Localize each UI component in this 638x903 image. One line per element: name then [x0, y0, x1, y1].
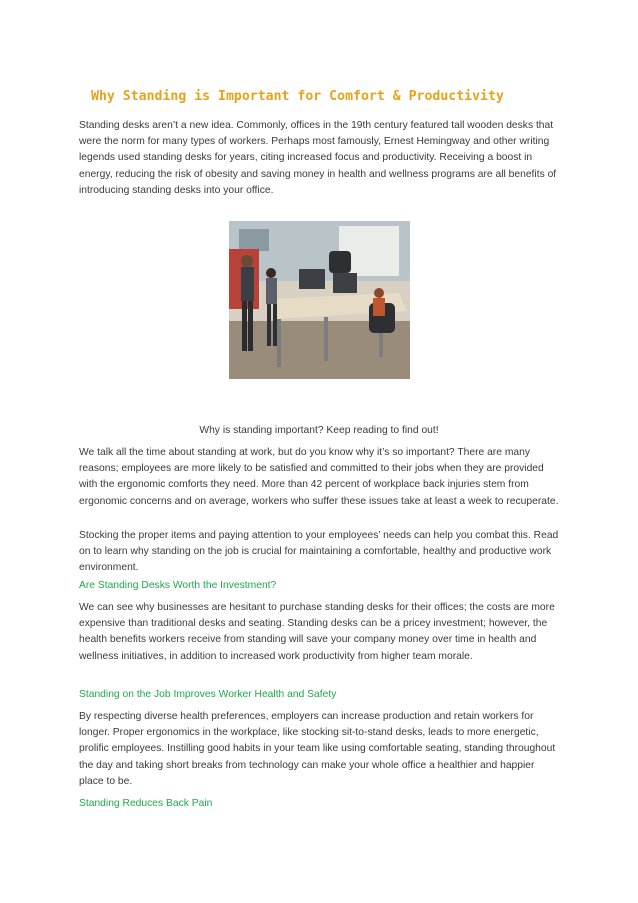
page-title: Why Standing is Important for Comfort & Productivity: [91, 89, 504, 104]
heading-investment: Are Standing Desks Worth the Investment?: [79, 580, 277, 591]
intro-paragraph: Standing desks aren’t a new idea. Commonly, offices in the 19th century featured tall wooden desks that were the norm for many types of workers. Perhaps most famously, Ernest Hemingway and other writing legends used standing desks for years, citing increased focus and productivity. Receiving a boost in energy, reducing the risk of obesity and saving money in health and wellness programs are all benefits of introducing standing desks into your office.: [79, 120, 557, 196]
image-caption: Why is standing important? Keep reading to find out!: [199, 425, 439, 436]
health-paragraph: By respecting diverse health preferences, employers can increase production and retain workers for longer. Proper ergonomics in the workplace, like stocking sit-to-stand desks, leads to more energetic, prolific employees. Instilling good habits in your team like using comfortable seating, standing throughout the day and taking short breaks from technology can make your whole office a healthier and happier place to be.: [79, 711, 556, 787]
investment-paragraph: We can see why businesses are hesitant to purchase standing desks for their offices; the costs are more expensive than traditional desks and seating. Standing desks can be a pricey investment; however, the health benefits workers receive from standing will save your company money over time in health and wellness initiatives, in addition to increased work productivity from higher team morale.: [79, 602, 555, 662]
office-standing-desk-photo: [229, 221, 410, 379]
heading-health: Standing on the Job Improves Worker Health and Safety: [79, 689, 337, 700]
office-photo-illustration: [229, 221, 410, 379]
stocking-paragraph: Stocking the proper items and paying attention to your employees’ needs can help you combat this. Read on to learn why standing on the job is crucial for maintaining a comfortable, healthy and productive work environment.: [79, 530, 559, 574]
reasons-paragraph: We talk all the time about standing at work, but do you know why it’s so important? There are many reasons; employees are more likely to be satisfied and committed to their jobs when they are provided with the ergonomic comforts they need. More than 42 percent of workplace back injuries stem from ergonomic concerns and on average, workers who suffer these issues take at least a week to recuperate.: [79, 447, 559, 507]
heading-back-pain: Standing Reduces Back Pain: [79, 798, 213, 809]
